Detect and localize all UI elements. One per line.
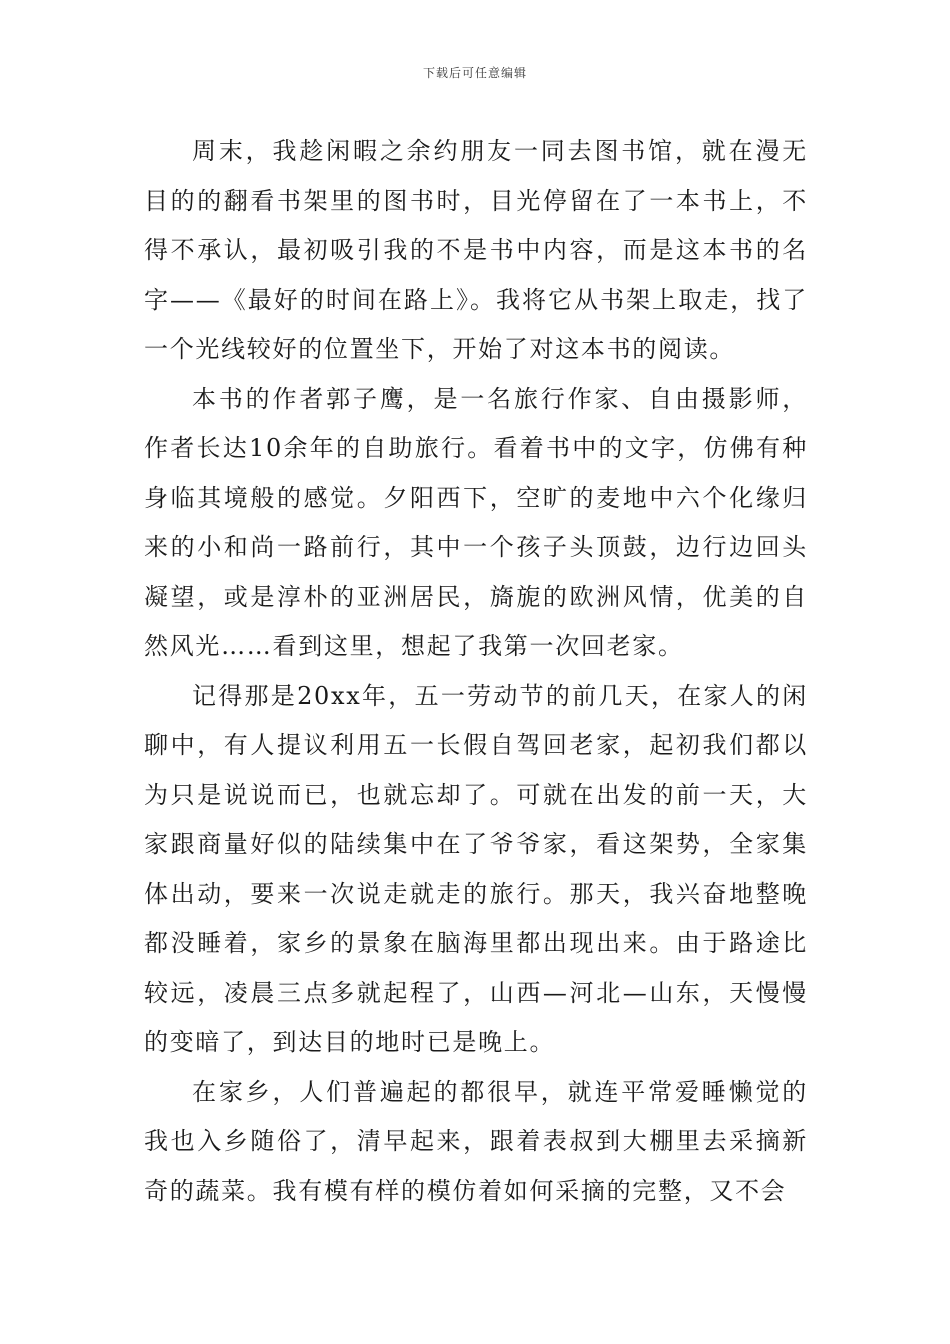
paragraph-library-visit: 周末，我趁闲暇之余约朋友一同去图书馆，就在漫无目的的翻看书架里的图书时，目光停留在了一本书上，不得不承认，最初吸引我的不是书中内容，而是这本书的名字——《最好的时间在路上》。我将它从书架上取走，找了一个光线较好的位置坐下，开始了对这本书的阅读。 xyxy=(144,137,808,363)
paragraph-trip-home: 记得那是20xx年，五一劳动节的前几天，在家人的闲聊中，有人提议利用五一长假自驾回老家，起初我们都以为只是说说而已，也就忘却了。可就在出发的前一天，大家跟商量好似的陆续集中在了爷爷家，看这架势，全家集体出动，要来一次说走就走的旅行。那天，我兴奋地整晚都没睡着，家乡的景象在脑海里都出现出来。由于路途比较远，凌晨三点多就起程了，山西—河北—山东，天慢慢的变暗了，到达目的地时已是晚上。 xyxy=(144,681,808,1056)
page-header-note: 下载后可任意编辑 xyxy=(422,66,527,80)
article-body xyxy=(144,127,808,1216)
paragraph-book-author: 本书的作者郭子鹰，是一名旅行作家、自由摄影师，作者长达10余年的自助旅行。看着书中的文字，仿佛有种身临其境般的感觉。夕阳西下，空旷的麦地中六个化缘归来的小和尚一路前行，其中一个孩子头顶鼓，边行边回头凝望，或是淳朴的亚洲居民，旖旎的欧洲风情，优美的自然风光……看到这里，想起了我第一次回老家。 xyxy=(144,384,808,660)
paragraph-hometown-morning: 在家乡，人们普遍起的都很早，就连平常爱睡懒觉的我也入乡随俗了，清早起来，跟着表叔到大棚里去采摘新奇的蔬菜。我有模有样的模仿着如何采摘的完整，又不会 xyxy=(144,1077,808,1205)
